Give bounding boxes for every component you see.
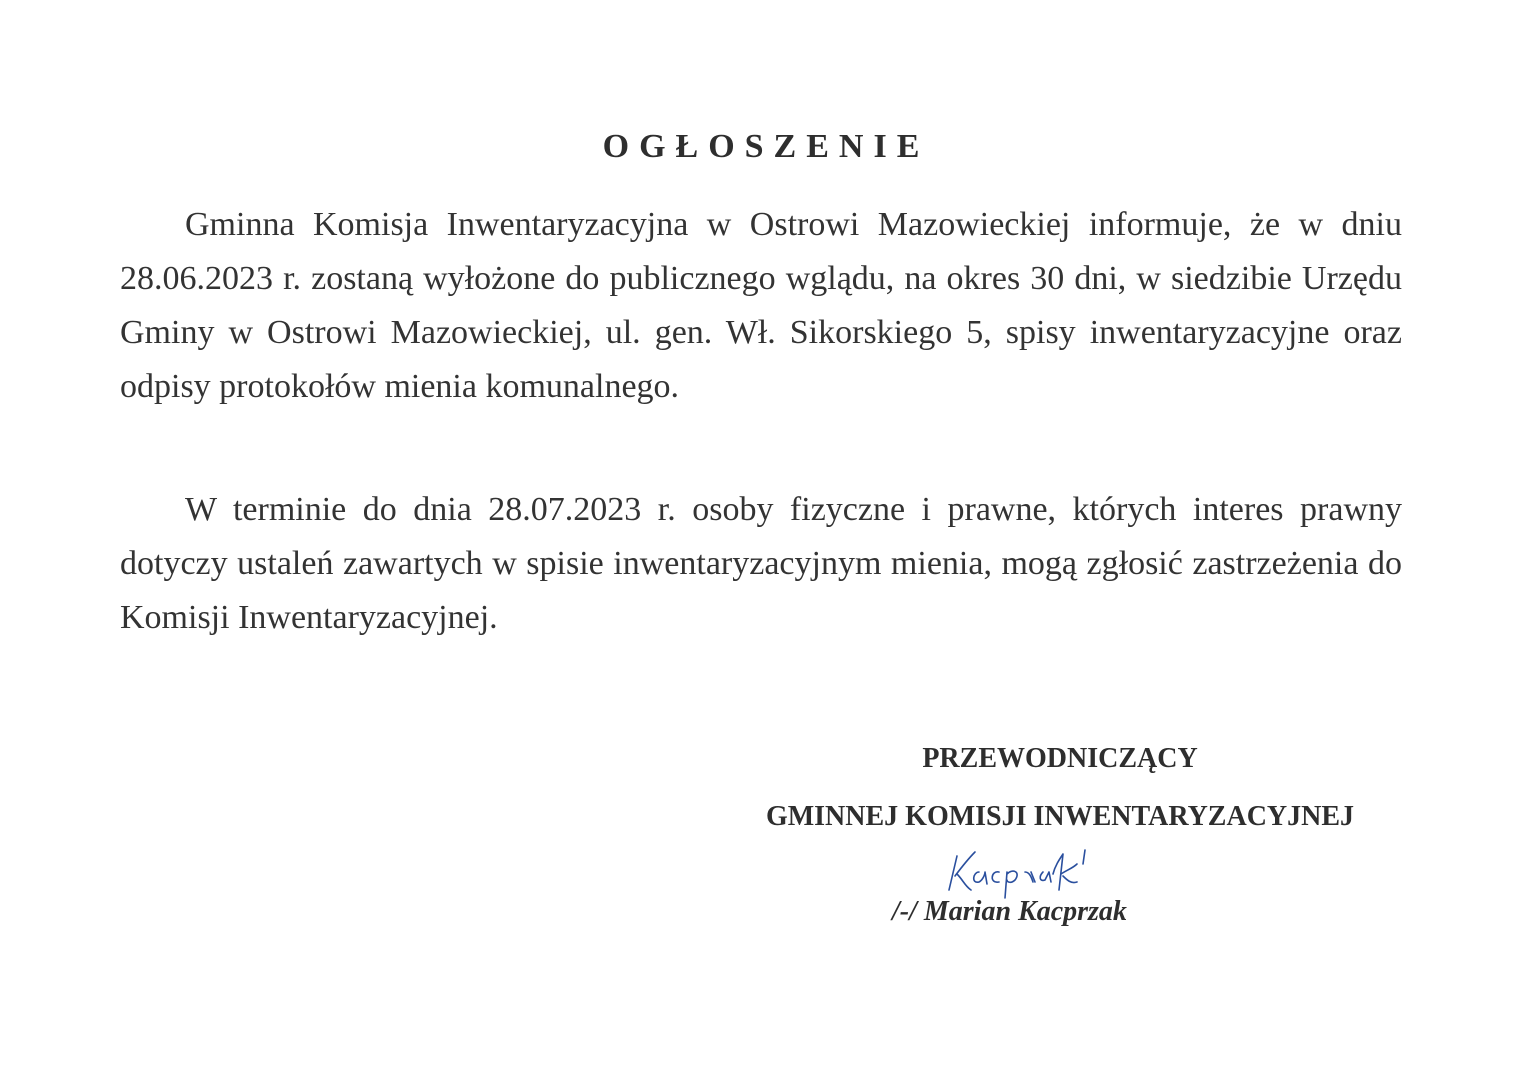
document-title: OGŁOSZENIE	[602, 128, 930, 165]
chairman-title: PRZEWODNICZĄCY	[922, 743, 1198, 774]
paragraph-objection-deadline: W terminie do dnia 28.07.2023 r. osoby fizyczne i prawne, których interes prawny dotyczy ustaleń zawartych w spisie inwentaryzacyjnym mienia, mogą zgłosić zastrzeżenia do Komisji Inwentaryzacyjnej.	[120, 491, 1402, 636]
signer-name: /-/ Marian Kacprzak	[892, 896, 1127, 927]
paragraph-announcement: Gminna Komisja Inwentaryzacyjna w Ostrowi Mazowieckiej informuje, że w dniu 28.06.2023 r. zostaną wyłożone do publicznego wglądu, na okres 30 dni, w siedzibie Urzędu Gminy w Ostrowi Mazowieckiej, ul. gen. Wł. Sikorskiego 5, spisy inwentaryzacyjne oraz odpisy protokołów mienia komunalnego.	[120, 206, 1402, 405]
signature-block	[640, 730, 1480, 846]
handwritten-signature	[935, 842, 1105, 902]
commission-name: GMINNEJ KOMISJI INWENTARYZACYJNEJ	[765, 801, 1355, 832]
